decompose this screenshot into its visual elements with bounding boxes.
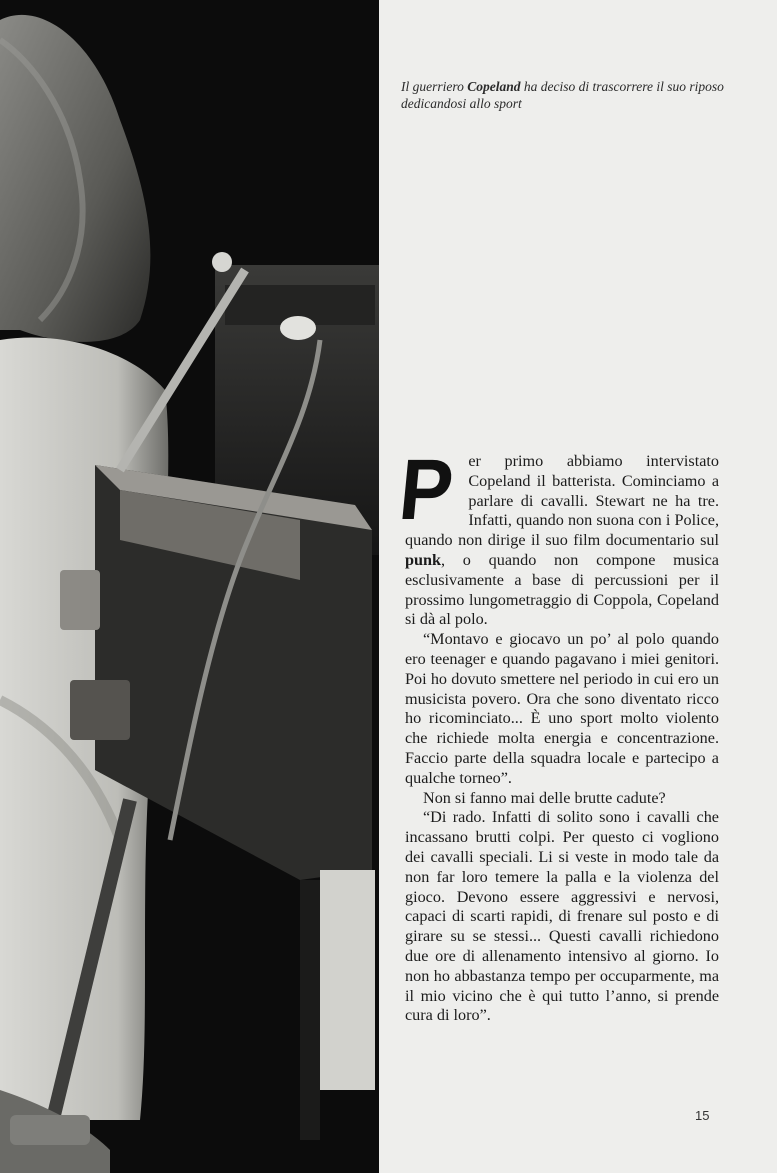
paragraph-4: “Di rado. Infatti di solito sono i cavalli che incassano brutti colpi. Per questo ci vogliono dei cavalli speciali. Li si veste in modo tale da non far loro temere la palla e la violenza del gioco. Devono essere aggressivi e nervosi, capaci di scarti rapidi, di frenare sul posto e di girare su se stessi... Questi cavalli richiedono due ore di allenamento intensivo al giorno. Io non ho abbastanza tempo per occuparmente, ma il mio vicino che è qui tutto l’anno, si prende cura di loro”. [405, 808, 719, 1025]
caption-text-start: Il guerriero [401, 79, 468, 94]
paragraph-2: “Montavo e giocavo un po’ al polo quando ero teenager e quando pagavano i miei genitori. Poi ho dovuto smettere nel periodo in cui ero un musicista povero. Ora che sono diventato ricco ho ricominciato... È uno sport molto violento che richiede molta energia e concentrazione. Faccio parte della squadra locale e partecipo a qualche torneo”. [405, 630, 719, 787]
drop-cap: P [395, 442, 458, 538]
paragraph-1-end: , o quando non compone musica esclusivamente a base di percussioni per il prossimo lungometraggio di Coppola, Copeland si dà al polo. [405, 550, 719, 629]
paragraph-1-bold: punk [405, 550, 442, 569]
page-number: 15 [695, 1108, 710, 1123]
paragraph-3: Non si fanno mai delle brutte cadute? [423, 788, 666, 807]
paragraph-1-start: er primo abbiamo intervistato Copeland il batterista. Cominciamo a parlare di cavalli. Stewart ne ha tre. Infatti, quando non suona con i Police, quando non dirige il suo film documentario sul [405, 452, 719, 550]
article-body [395, 442, 719, 1026]
caption-name: Copeland [467, 79, 521, 94]
photo-drawing [0, 0, 379, 1173]
concert-photo [0, 0, 379, 1173]
caption-text-end: ha deciso di trascorrere il suo riposo dedicandosi allo sport [401, 79, 724, 111]
photo-caption [401, 78, 741, 112]
